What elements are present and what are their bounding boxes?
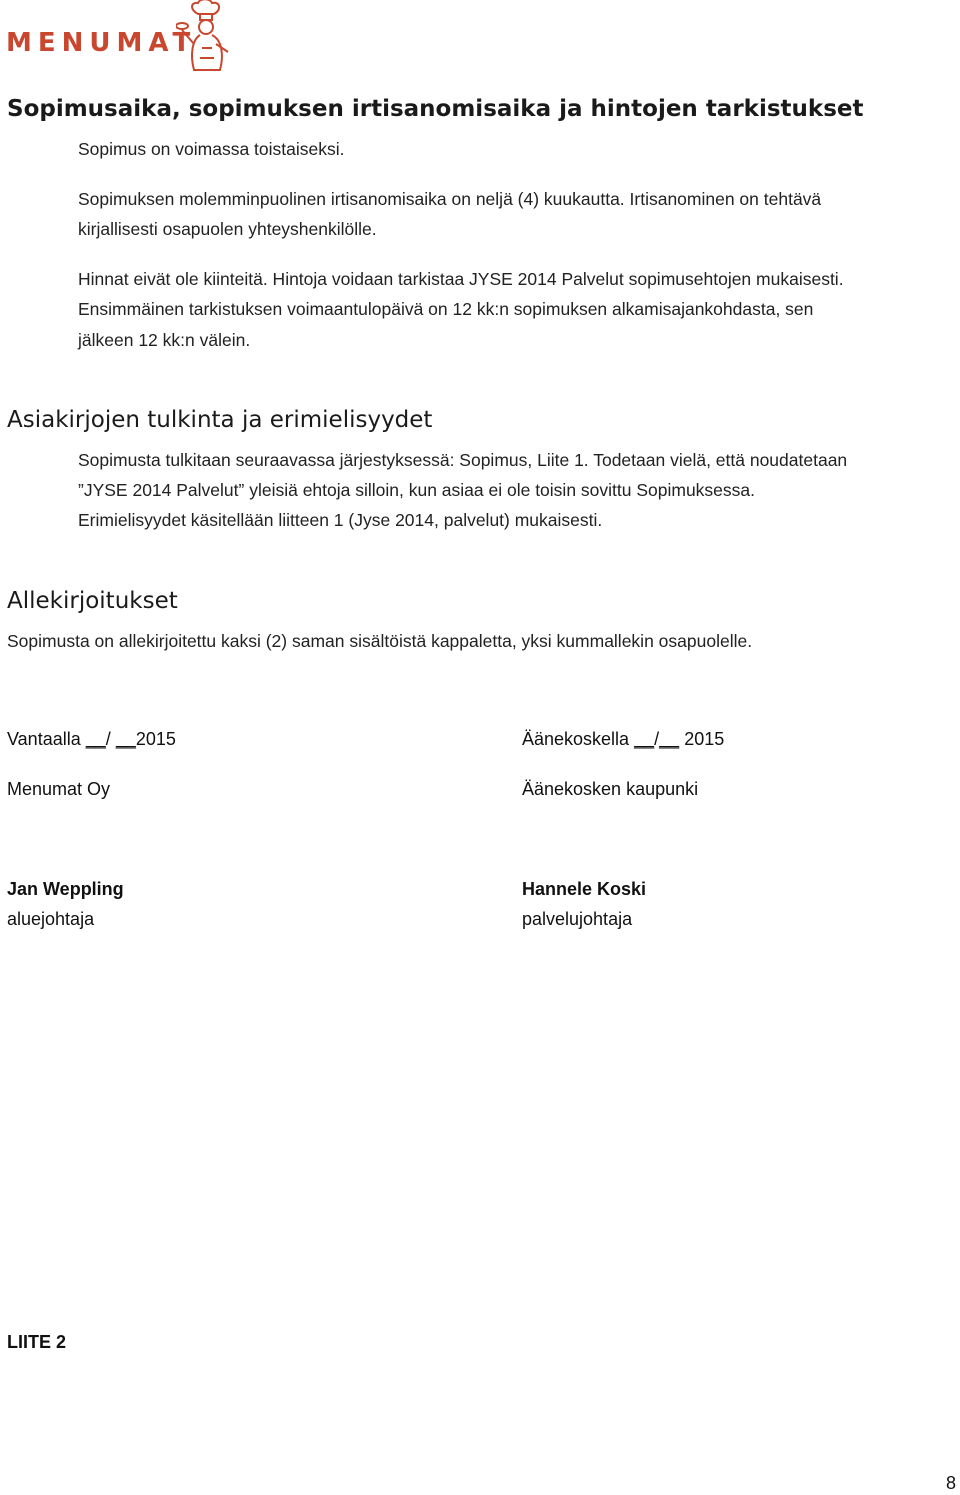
paragraph-line: kirjallisesti osapuolen yhteyshenkilölle. [78, 219, 377, 239]
section-title-contract-period: Sopimusaika, sopimuksen irtisanomisaika ja hintojen tarkistukset [7, 96, 864, 122]
paragraph-line: jälkeen 12 kk:n välein. [78, 330, 251, 350]
chef-icon [176, 0, 242, 74]
menumat-logo [6, 0, 246, 74]
paragraph-line: Hinnat eivät ole kiinteitä. Hintoja voidaan tarkistaa JYSE 2014 Palvelut sopimusehtojen mukaisesti. [78, 269, 844, 289]
paragraph-line: Sopimus on voimassa toistaiseksi. [78, 139, 345, 159]
page-number: 8 [945, 1473, 956, 1493]
signer-role-left: aluejohtaja [7, 909, 95, 929]
date-blank: __ [85, 729, 106, 749]
section-title-interpretation: Asiakirjojen tulkinta ja erimielisyydet [7, 407, 433, 433]
date-separator: / [654, 729, 660, 749]
year: 2015 [684, 729, 725, 749]
year: 2015 [135, 729, 176, 749]
paragraph-line: ”JYSE 2014 Palvelut” yleisiä ehtoja silloin, kun asiaa ei ole toisin sovittu Sopimuksessa. [78, 480, 756, 500]
signature-place-date-left [7, 729, 176, 750]
date-blank: __ [115, 729, 136, 749]
paragraph-line: Sopimusta on allekirjoitettu kaksi (2) saman sisältöistä kappaletta, yksi kummallekin osapuolelle. [7, 631, 753, 651]
date-blank: __ [634, 729, 655, 749]
signer-name-right: Hannele Koski [522, 879, 647, 899]
paragraph-line: Sopimuksen molemminpuolinen irtisanomisaika on neljä (4) kuukautta. Irtisanominen on tehtävä [78, 189, 822, 209]
signature-place-date-right [522, 729, 724, 750]
place: Äänekoskella [522, 729, 630, 749]
section-title-signatures: Allekirjoitukset [7, 588, 178, 614]
signer-name-left: Jan Weppling [7, 879, 124, 899]
organization-left: Menumat Oy [7, 779, 111, 799]
paragraph-line: Sopimusta tulkitaan seuraavassa järjestyksessä: Sopimus, Liite 1. Todetaan vielä, että noudatetaan [78, 450, 848, 470]
appendix-label: LIITE 2 [7, 1332, 67, 1352]
logo-wordmark: MENUMAT [6, 28, 197, 58]
paragraph-line: Ensimmäinen tarkistuksen voimaantulopäivä on 12 kk:n sopimuksen alkamisajankohdasta, sen [78, 299, 814, 319]
place: Vantaalla [7, 729, 81, 749]
date-separator: / [105, 729, 111, 749]
organization-right: Äänekosken kaupunki [522, 779, 699, 799]
signer-role-right: palvelujohtaja [522, 909, 633, 929]
paragraph-line: Erimielisyydet käsitellään liitteen 1 (Jyse 2014, palvelut) mukaisesti. [78, 510, 603, 530]
date-blank: __ [659, 729, 680, 749]
